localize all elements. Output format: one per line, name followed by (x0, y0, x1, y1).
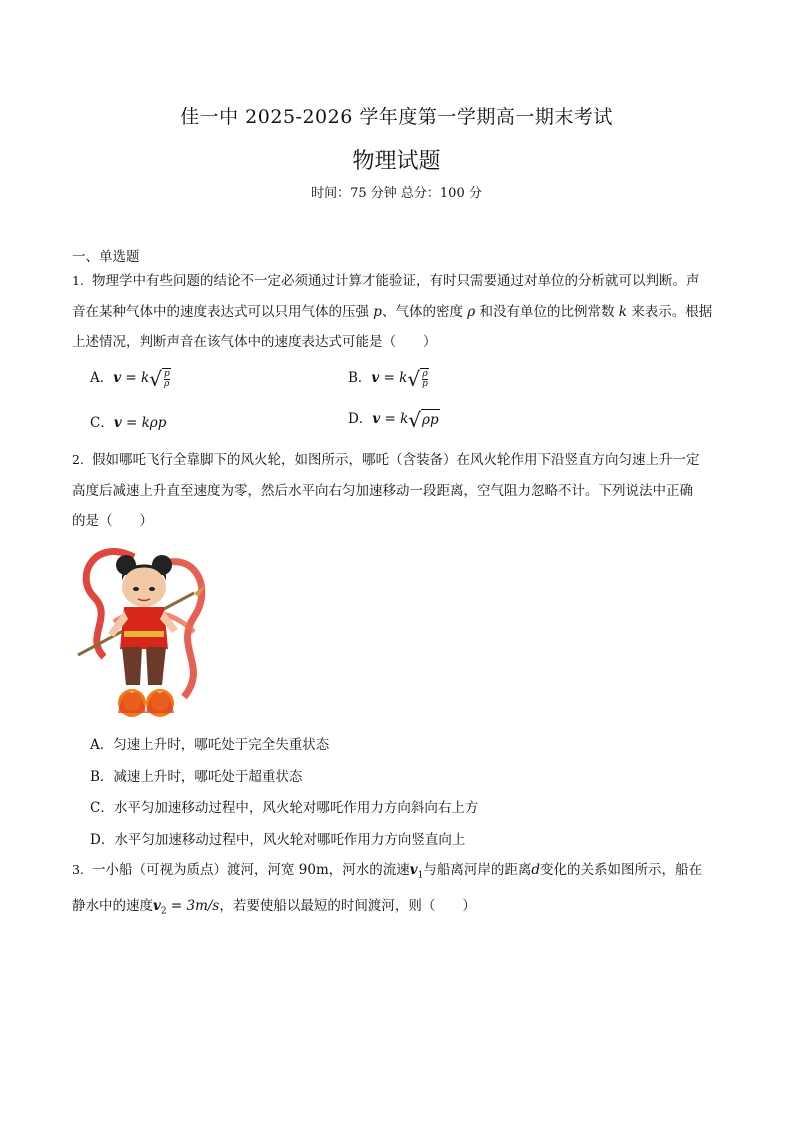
school-title: 佳一中 2025-2026 学年度第一学期高一期末考试 (180, 106, 613, 128)
nezha-icon (74, 537, 216, 723)
question-2 (72, 445, 728, 537)
nezha-illustration (74, 537, 216, 723)
q1-number: 1. (72, 273, 84, 288)
q1-line-1: 1. 物理学中有些问题的结论不一定必须通过计算才能验证，有时只需要通过对单位的分析就可以判断。声 (72, 266, 728, 297)
q1-option-d[interactable]: D．v = k √ ρp (348, 407, 439, 432)
q2-option-c[interactable]: C．水平匀加速移动过程中，风火轮对哪吒作用力方向斜向右上方 (90, 800, 479, 816)
q3-number: 3. (72, 862, 84, 877)
question-1 (72, 266, 728, 358)
q1-option-a[interactable]: A．v = k √ $\frac{p}{\rho}$ (90, 366, 170, 391)
q1-line-2: 音在某种气体中的速度表达式可以只用气体的压强 p、气体的密度 ρ 和没有单位的比例常数 k 来表示。根据 (72, 303, 713, 320)
section-heading: 一、单选题 (72, 249, 140, 265)
q1-option-b[interactable]: B．v = k √ $\frac{\rho}{p}$ (348, 366, 428, 391)
q3-line-1: 3. 一小船（可视为质点）渡河，河宽 90m，河水的流速$v_1$与船离河岸的距离d变化的关系如图所示，船在 (72, 855, 728, 891)
question-3 (72, 855, 728, 927)
subject-title: 物理试题 (352, 149, 441, 174)
q2-line-1: 2. 假如哪吒飞行全靠脚下的风火轮，如图所示，哪吒（含装备）在风火轮作用下沿竖直方向匀速上升一定 (72, 445, 728, 476)
q1-option-c[interactable]: C．v = kρp (90, 415, 167, 431)
q2-option-b[interactable]: B．减速上升时，哪吒处于超重状态 (90, 769, 303, 785)
q3-line-2: 静水中的速度$v_2 = 3m/s$，若要使船以最短的时间渡河，则（ ） (72, 898, 476, 917)
q2-option-d[interactable]: D．水平匀加速移动过程中，风火轮对哪吒作用力方向竖直向上 (90, 832, 466, 848)
q2-line-2: 高度后减速上升直至速度为零，然后水平向右匀加速移动一段距离，空气阻力忽略不计。下列说法中正确 (72, 482, 693, 499)
q2-line-3: 的是（ ） (72, 513, 153, 529)
q1-line-3: 上述情况，判断声音在该气体中的速度表达式可能是（ ） (72, 334, 437, 350)
q2-number: 2. (72, 452, 84, 467)
q2-option-a[interactable]: A．匀速上升时，哪吒处于完全失重状态 (90, 737, 330, 753)
exam-info: 时间：75 分钟 总分：100 分 (311, 186, 482, 201)
